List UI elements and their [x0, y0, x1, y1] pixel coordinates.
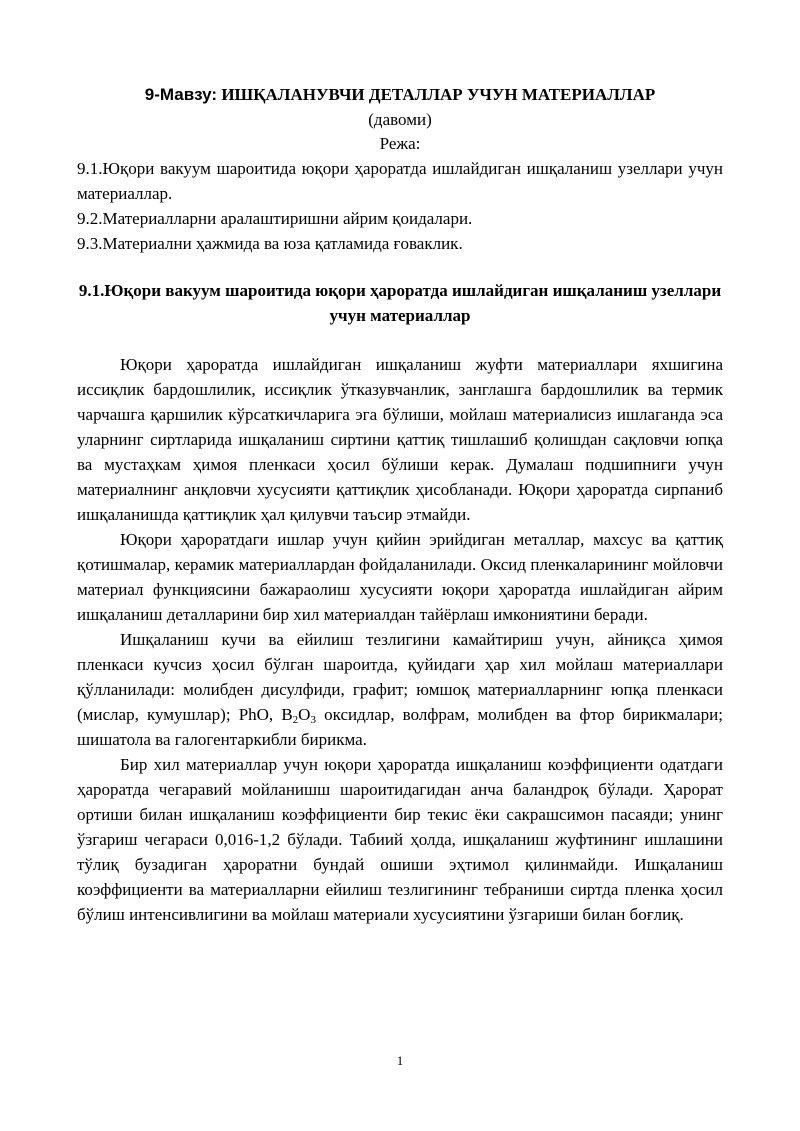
formula-o: O — [298, 705, 311, 724]
section-heading: 9.1.Юқори вакуум шароитида юқори ҳароратда ишлайдиган ишқаланиш узеллари учун материаллар — [78, 281, 722, 325]
paragraph: Бир хил материаллар учун юқори ҳароратда ишқаланиш коэффициенти одатдаги ҳароратда чегаравий мойланишш шароитидагидан анча баландроқ бўлади. Ҳарорат ортиши билан ишқаланиш коэффициенти бир текис ёки сакрашсимон пасаяди; унинг ўзгариш чегараси 0,016-1,2 бўлади. Табиий ҳолда, ишқаланиш жуфтининг ишлашини тўлиқ бузадиган ҳароратни бундай ошиши эҳтимол қилинмайди. Ишқаланиш коэффициенти ва материалларни ейилиш тезлигининг тебраниши сиртда пленка ҳосил бўлиш интенсивлигини ва мойлаш материали хусусиятини ўзгариши билан боғлиқ. — [77, 755, 723, 924]
formula-subscript: 2 — [292, 714, 299, 726]
paragraph-text: оксидлар, волфрам, молибден ва фтор бирикмалари; шишатола ва галогентаркибли бирикма. — [77, 705, 723, 749]
plan-item: 9.1.Юқори вакуум шароитида юқори ҳароратда ишлайдиган ишқаланиш узеллари учун материаллар. — [77, 159, 723, 203]
plan-label: Режа: — [379, 134, 421, 153]
page-number: 1 — [396, 1053, 404, 1068]
paragraph: Юқори ҳароратда ишлайдиган ишқаланиш жуфти материаллари яхшигина иссиқлик бардошлилик, иссиқлик ўтказувчанлик, занглашга бардошлилик ва термик чарчашга қаршилик кўрсаткичларига эга бўлиши, мойлаш материалисиз ишлаганда эса уларнинг сиртларида ишқаланиш сиртини қаттиқ тишлашиб қолишдан сақловчи юпқа ва мустаҳкам ҳимоя пленкаси ҳосил бўлиши керак. Думалаш подшипниги учун материалнинг анқловчи хусусияти қаттиқлик ҳисобланади. Юқори ҳароратда сирпаниб ишқаланишда қаттиқлик ҳал қилувчи таъсир этмайди. — [77, 355, 723, 524]
paragraph-text: Ишқаланиш кучи ва ейилиш тезлигини камайтириш учун, айниқса ҳимоя пленкаси кучсиз ҳосил бўлган шароитда, қуйидаги ҳар хил мойлаш материаллари қўлланилади: молибден дисулфиди, графит; юмшоқ материалларнинг юпқа пленкаси (мислар, кумушлар); PhO, — [77, 630, 723, 724]
plan-item: 9.2.Материалларни аралаштиришни айрим қоидалари. — [77, 209, 473, 228]
formula-subscript: 3 — [310, 714, 316, 726]
plan-list — [77, 156, 723, 256]
formula-b: B — [281, 705, 293, 724]
topic-title: ИШҚАЛАНУВЧИ ДЕТАЛЛАР УЧУН МАТЕРИАЛЛАР — [221, 85, 656, 104]
paragraph: Юқори ҳароратдаги ишлар учун қийин эрийдиган металлар, махсус ва қаттиқ қотишмалар, керамик материаллардан фойдаланилади. Оксид пленкаларининг мойловчи материал функциясини бажараолиш хусусияти юқори ҳароратда ишлайдиган айрим ишқаланиш деталларини бир хил материалдан тайёрлаш имкониятини беради. — [77, 530, 723, 624]
plan-item: 9.3.Материални ҳажмида ва юза қатламида ғоваклик. — [77, 234, 463, 253]
subtitle: (давоми) — [368, 110, 432, 129]
paragraph — [77, 627, 723, 752]
page-title — [77, 82, 723, 108]
topic-number: 9-Мавзу: — [144, 85, 218, 104]
